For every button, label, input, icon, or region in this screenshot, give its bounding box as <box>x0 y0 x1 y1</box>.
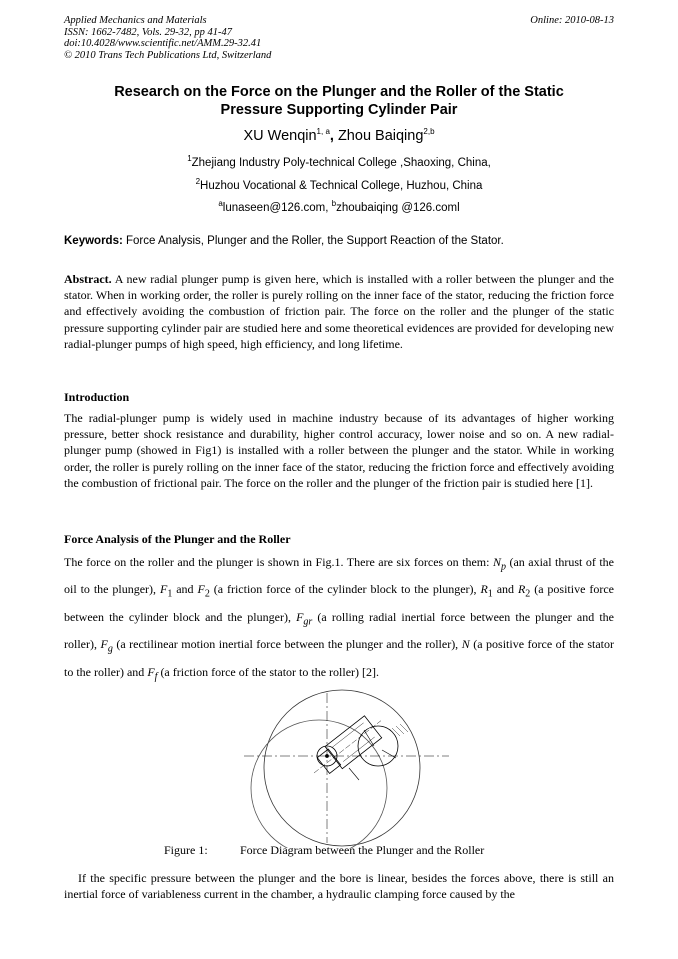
abstract-label: Abstract. <box>64 272 112 286</box>
title-line-1: Research on the Force on the Plunger and the Roller of the Static <box>114 84 564 100</box>
copyright-line: © 2010 Trans Tech Publications Ltd, Switzerland <box>64 49 272 61</box>
force-arrow-2 <box>382 750 396 758</box>
keywords <box>64 235 614 247</box>
force-heading: Force Analysis of the Plunger and the Roller <box>64 532 291 546</box>
hatch-2 <box>396 726 404 734</box>
keywords-text: Force Analysis, Plunger and the Roller, the Support Reaction of the Stator. <box>122 235 504 247</box>
force-diagram-figure <box>224 688 454 848</box>
intro-text: The radial-plunger pump is widely used in machine industry because of its advantages of higher working pressure, better shock resistance and durability, higher control accuracy, lower noise and so on. A new radial-plunger pump (showed in Fig1) is installed with a roller between the plunger and the stator. While in working order, the roller is purely rolling on the inner face of the stator, reducing the friction force and effectively avoiding the combustion of frictional pair. The force on the roller and the plunger of the friction pair is studied here [1]. <box>64 411 614 490</box>
intro-heading: Introduction <box>64 390 130 404</box>
title-line-2: Pressure Supporting Cylinder Pair <box>220 102 458 118</box>
author-line <box>64 128 614 144</box>
page-header <box>64 15 614 61</box>
force-text: The force on the roller and the plunger is shown in Fig.1. There are six forces on them: $N_p$ (an axial thrust of the oil to the plunger), $F_1$ and $F_2$ (a friction force of the cylinder block to the plunger), $R_1$ and $R_2$ (a positive force between the cylinder block and the plunger), $F_{gr}$ (a rolling radial inertial force between the plunger and the roller), $F_g$ (a rectilinear motion inertial force between the plunger and the roller), N (a positive force of the stator to the roller) and $F_f$ (a friction force of the stator to the roller) [2]. <box>64 555 614 682</box>
figure-caption-text: Force Diagram between the Plunger and the Roller <box>240 843 485 857</box>
author-separator: , <box>329 128 338 144</box>
doi-line: doi:10.4028/www.scientific.net/AMM.29-32.41 <box>64 38 262 49</box>
force-arrow-3 <box>349 768 359 780</box>
figure-number: Figure 1: <box>164 843 208 857</box>
email-line: $^a$lunaseen@126.com, $^b$zhoubaiqing @126.coml <box>218 199 460 214</box>
plunger-assembly <box>305 710 389 784</box>
cylinder-block-circle <box>251 720 387 848</box>
online-date: Online: 2010-08-13 <box>530 15 614 26</box>
journal-name: Applied Mechanics and Materials <box>64 15 207 26</box>
author-2: Zhou Baiqing <box>337 128 424 144</box>
issn-line: ISSN: 1662-7482, Vols. 29-32, pp 41-47 <box>64 26 232 38</box>
abstract <box>64 271 614 352</box>
author-1: XU Wenqin <box>243 128 317 144</box>
author-2-affil: 2,b <box>423 127 435 137</box>
roller-circle <box>358 726 398 766</box>
keywords-label: Keywords: <box>64 235 123 247</box>
closing-paragraph: If the specific pressure between the plunger and the bore is linear, besides the forces above, there is still an inertial force of variableness current in the chamber, a hydraulic clamping force caused by the <box>64 871 614 902</box>
abstract-text: A new radial plunger pump is given here, which is installed with a roller between the plunger and the stator. When in working order, the roller is purely rolling on the inner face of the stator, reducing the friction force and effectively avoiding the combustion of friction pair. The force on the roller and the plunger of the static pressure supporting cylinder pair are studied here and some theoretical evidences are provided for developing new radial-plunger pumps of high speed, high efficiency, and long lifetime. <box>64 272 614 351</box>
affiliation-2: $^2$Huzhou Vocational & Technical College, Huzhou, China <box>195 177 483 192</box>
hatch-1 <box>392 728 400 736</box>
paper-title <box>64 83 614 119</box>
author-1-affil: 1, a <box>316 127 330 137</box>
affiliation-1: $^1$Zhejiang Industry Poly-technical College ,Shaoxing, China, <box>187 154 491 169</box>
